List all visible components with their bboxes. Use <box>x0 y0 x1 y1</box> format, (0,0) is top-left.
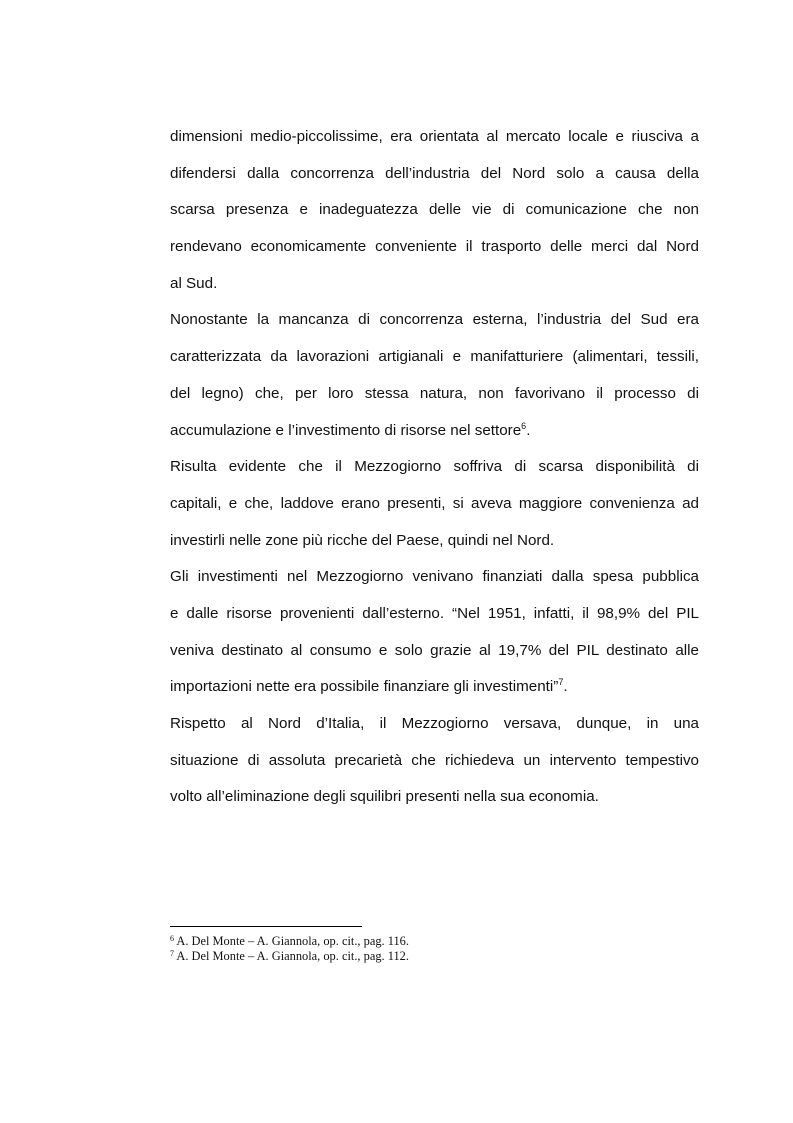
text-line: veniva destinato al consumo e solo grazie al 19,7% del PIL destinato alle <box>170 641 699 659</box>
body-text <box>170 119 699 816</box>
text-line: Risulta evidente che il Mezzogiorno soffriva di scarsa disponibilità di <box>170 458 699 476</box>
footnote-number: 7 <box>170 949 174 958</box>
text-line: e dalle risorse provenienti dall’esterno. “Nel 1951, infatti, il 98,9% del PIL <box>170 604 699 622</box>
text-line-content: importazioni nette era possibile finanziare gli investimenti” <box>170 678 559 696</box>
footnote-number: 6 <box>170 934 174 943</box>
text-line: del legno) che, per loro stessa natura, non favorivano il processo di <box>170 384 699 402</box>
text-line <box>170 413 699 450</box>
text-line: al Sud. <box>170 274 218 292</box>
footnote-ref-6[interactable]: 6 <box>521 420 527 431</box>
footnote-text: A. Del Monte – A. Giannola, op. cit., pag. 112. <box>174 949 409 963</box>
footnote-ref-7[interactable]: 7 <box>558 677 564 688</box>
text-line-content: accumulazione e l’investimento di risorse nel settore <box>170 421 522 439</box>
text-line: dimensioni medio-piccolissime, era orientata al mercato locale e riusciva a <box>170 128 699 145</box>
text-line: capitali, e che, laddove erano presenti, si aveva maggiore convenienza ad <box>170 494 699 512</box>
text-line: Gli investimenti nel Mezzogiorno venivano finanziati dalla spesa pubblica <box>170 568 699 586</box>
text-line: caratterizzata da lavorazioni artigianali e manifatturiere (alimentari, tessili, <box>170 348 699 366</box>
text-line: situazione di assoluta precarietà che richiedeva un intervento tempestivo <box>170 751 699 769</box>
text-line: investirli nelle zone più ricche del Paese, quindi nel Nord. <box>170 531 555 549</box>
text-line: difendersi dalla concorrenza dell’industria del Nord solo a causa della <box>170 164 699 182</box>
footnote-6 <box>170 934 699 949</box>
footnote-separator <box>170 926 362 927</box>
text-line: volto all’eliminazione degli squilibri presenti nella sua economia. <box>170 788 599 806</box>
text-line: Nonostante la mancanza di concorrenza esterna, l’industria del Sud era <box>170 311 699 329</box>
footnote-text: A. Del Monte – A. Giannola, op. cit., pag. 116. <box>174 934 409 948</box>
text-line-end: . <box>526 421 531 439</box>
footnotes <box>170 934 699 964</box>
footnote-7 <box>170 949 699 964</box>
text-line: Rispetto al Nord d’Italia, il Mezzogiorno versava, dunque, in una <box>170 715 699 732</box>
text-line: scarsa presenza e inadeguatezza delle vie di comunicazione che non <box>170 201 699 219</box>
text-line-end: . <box>563 678 568 696</box>
text-line: rendevano economicamente conveniente il trasporto delle merci dal Nord <box>170 238 699 256</box>
text-line <box>170 669 699 706</box>
